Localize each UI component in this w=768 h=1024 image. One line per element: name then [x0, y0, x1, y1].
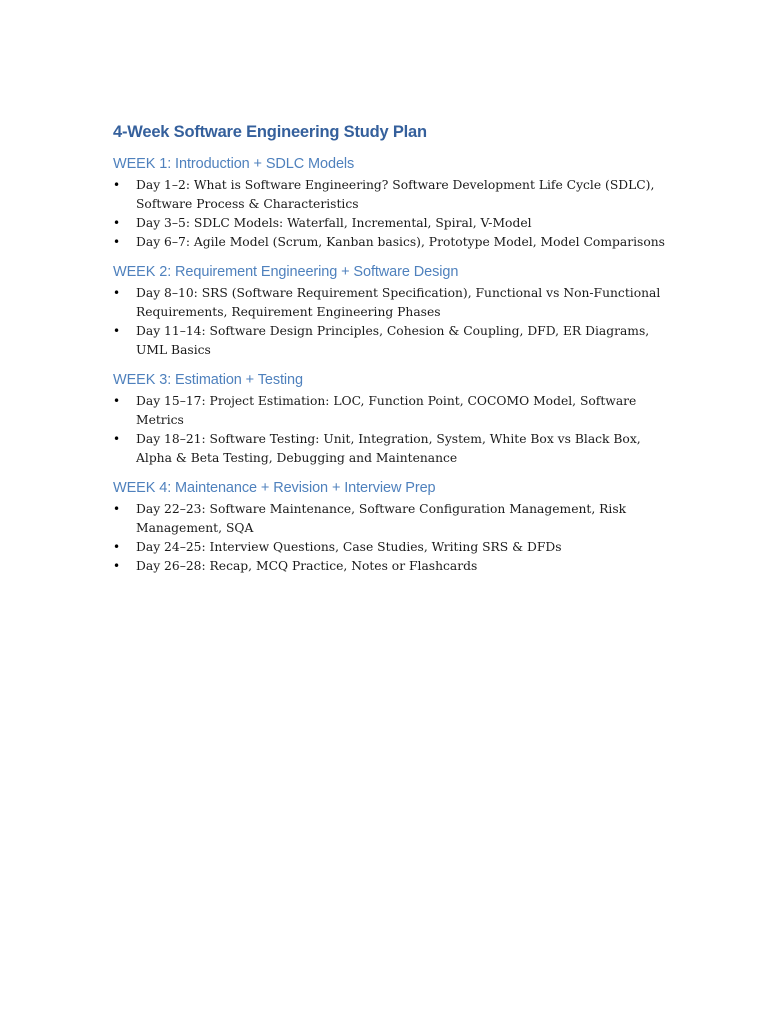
list-item	[113, 176, 673, 214]
list-item	[113, 322, 673, 360]
list-item-text: Day 8–10: SRS (Software Requirement Specification), Functional vs Non-Functional Requirements, Requirement Engineering Phases	[136, 286, 661, 319]
document-body	[113, 123, 673, 588]
list-item-text: Day 24–25: Interview Questions, Case Studies, Writing SRS & DFDs	[136, 540, 562, 554]
list-item	[113, 233, 673, 252]
week-4-section	[113, 480, 673, 576]
bullet-icon: •	[113, 502, 121, 516]
bullet-icon: •	[113, 235, 121, 249]
list-item-text: Day 15–17: Project Estimation: LOC, Function Point, COCOMO Model, Software Metrics	[136, 394, 637, 427]
week-2-list	[113, 284, 673, 360]
week-2-section	[113, 264, 673, 360]
list-item	[113, 557, 673, 576]
list-item-text: Day 22–23: Software Maintenance, Software Configuration Management, Risk Management, SQA	[136, 502, 627, 535]
bullet-icon: •	[113, 394, 121, 408]
week-heading: WEEK 1: Introduction + SDLC Models	[113, 156, 355, 172]
week-4-list	[113, 500, 673, 576]
bullet-icon: •	[113, 216, 121, 230]
bullet-icon: •	[113, 324, 121, 338]
bullet-icon: •	[113, 559, 121, 573]
list-item-text: Day 11–14: Software Design Principles, Cohesion & Coupling, DFD, ER Diagrams, UML Basics	[136, 324, 650, 357]
list-item	[113, 392, 673, 430]
bullet-icon: •	[113, 178, 121, 192]
bullet-icon: •	[113, 286, 121, 300]
list-item-text: Day 26–28: Recap, MCQ Practice, Notes or Flashcards	[136, 559, 478, 573]
list-item	[113, 538, 673, 557]
week-3-section	[113, 372, 673, 468]
bullet-icon: •	[113, 432, 121, 446]
week-3-list	[113, 392, 673, 468]
week-heading: WEEK 2: Requirement Engineering + Software Design	[113, 264, 459, 280]
list-item	[113, 214, 673, 233]
list-item-text: Day 1–2: What is Software Engineering? Software Development Life Cycle (SDLC), Software Process & Characteristics	[136, 178, 655, 211]
list-item-text: Day 18–21: Software Testing: Unit, Integration, System, White Box vs Black Box, Alpha & Beta Testing, Debugging and Maintenance	[136, 432, 641, 465]
list-item	[113, 500, 673, 538]
week-heading: WEEK 3: Estimation + Testing	[113, 372, 303, 388]
week-heading: WEEK 4: Maintenance + Revision + Interview Prep	[113, 480, 436, 496]
list-item-text: Day 3–5: SDLC Models: Waterfall, Incremental, Spiral, V-Model	[136, 216, 532, 230]
list-item-text: Day 6–7: Agile Model (Scrum, Kanban basics), Prototype Model, Model Comparisons	[136, 235, 665, 249]
week-1-list	[113, 176, 673, 252]
bullet-icon: •	[113, 540, 121, 554]
list-item	[113, 284, 673, 322]
document-title: 4-Week Software Engineering Study Plan	[113, 123, 427, 141]
week-1-section	[113, 156, 673, 252]
list-item	[113, 430, 673, 468]
